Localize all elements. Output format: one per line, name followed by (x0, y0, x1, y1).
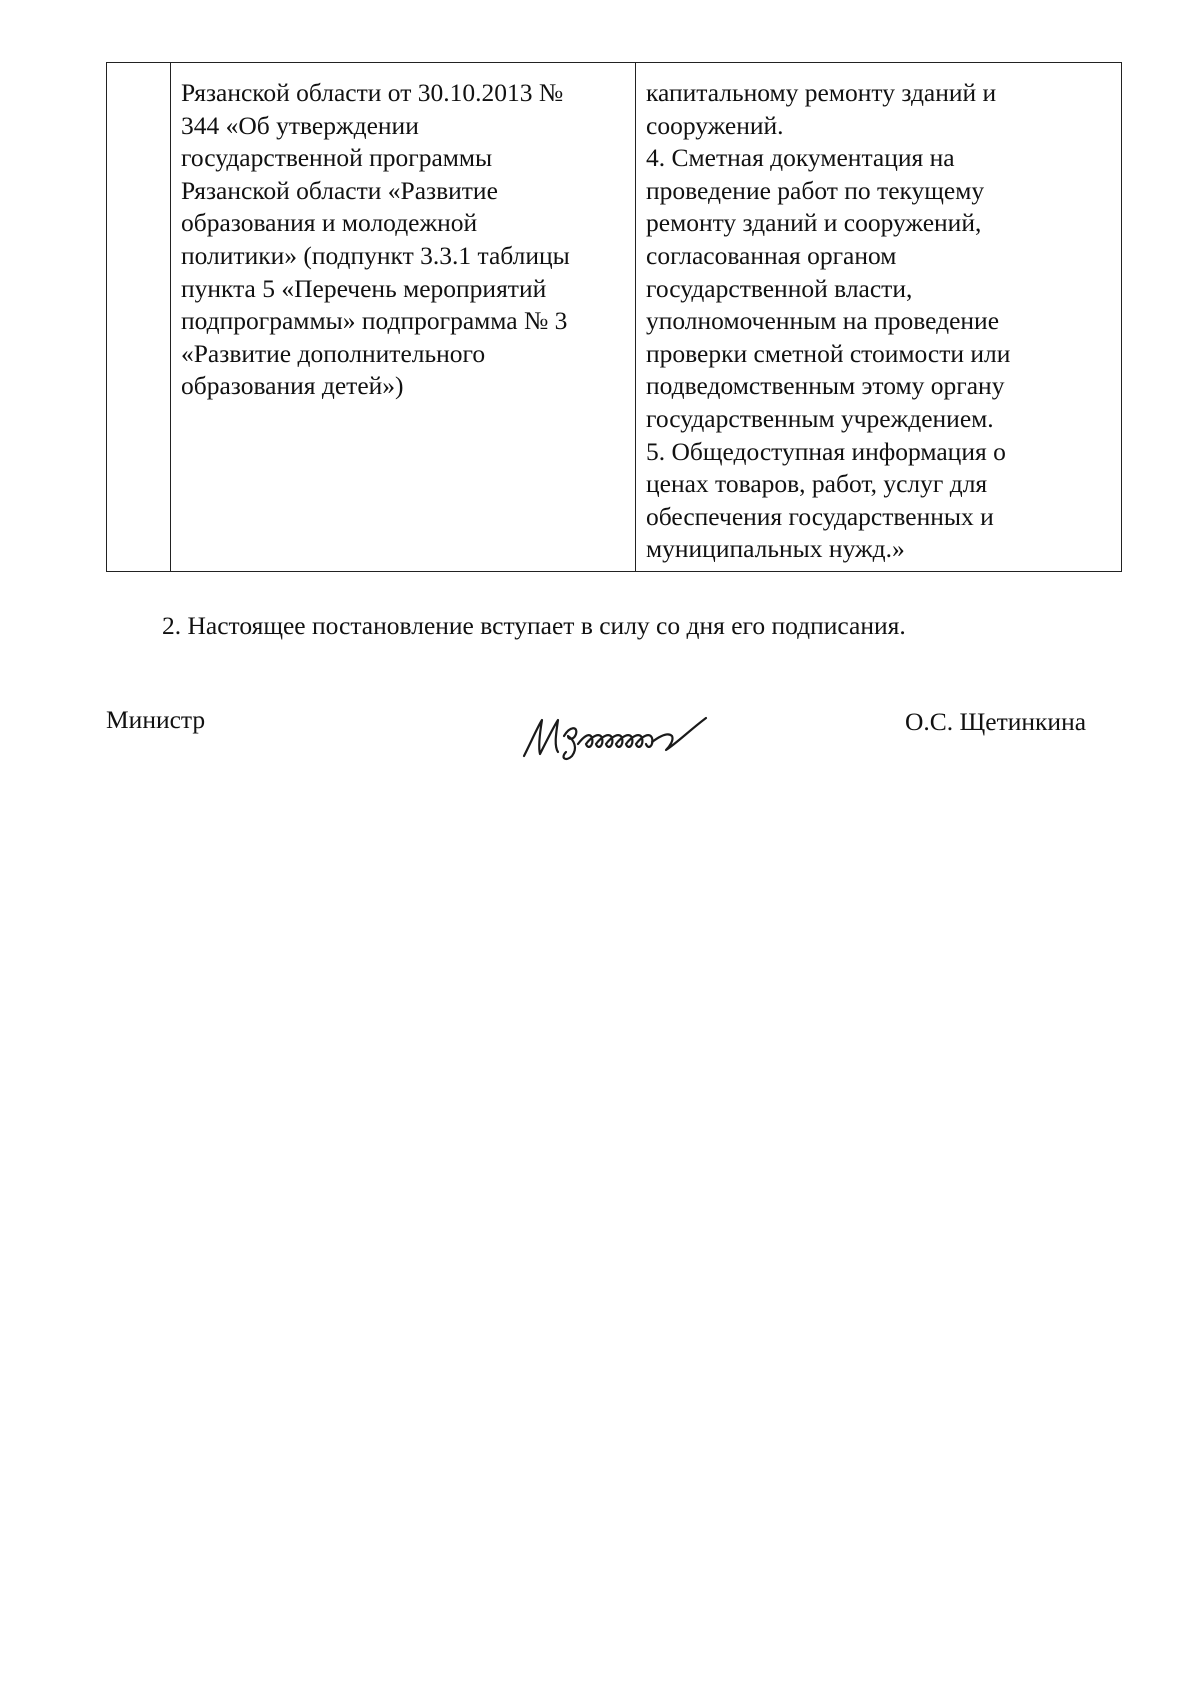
table-line: 344 «Об утверждении (181, 110, 419, 140)
table-line: «Развитие дополнительного (181, 338, 486, 368)
table-line: уполномоченным на проведение (646, 306, 1000, 336)
table-cell-legal-basis (171, 63, 636, 572)
table-line: муниципальных нужд.» (646, 534, 905, 564)
table-cell-number (107, 63, 171, 572)
table-line: ремонту зданий и сооружений, (646, 208, 982, 238)
table-line: подведомственным этому органу (646, 371, 1005, 401)
table-line: проведение работ по текущему (646, 175, 985, 205)
table-line: сооружений. (646, 110, 784, 140)
table-cell-documents (636, 63, 1122, 572)
table-line: проверки сметной стоимости или (646, 338, 1011, 368)
continuation-table (106, 62, 1122, 572)
table-line: образования детей») (181, 371, 404, 401)
signer-name: О.С. Щетинкина (905, 707, 1087, 736)
table-line: капитальному ремонту зданий и (646, 78, 997, 107)
signer-position: Министр (106, 705, 206, 734)
table-line: 5. Общедоступная информация о (646, 436, 1006, 466)
table-line: государственной программы (181, 143, 493, 173)
table-row (107, 63, 1122, 572)
table-line: Рязанской области «Развитие (181, 175, 498, 205)
table-line: пункта 5 «Перечень мероприятий (181, 273, 547, 303)
handwritten-signature-icon (518, 696, 758, 766)
table-line: государственным учреждением. (646, 403, 994, 433)
table-line: обеспечения государственных и (646, 501, 994, 531)
table-line: государственной власти, (646, 273, 913, 303)
paragraph-effective-date: 2. Настоящее постановление вступает в силу со дня его подписания. (162, 611, 906, 640)
table-line: политики» (подпункт 3.3.1 таблицы (181, 240, 570, 270)
table-line: 4. Сметная документация на (646, 143, 955, 173)
table-line: согласованная органом (646, 240, 897, 270)
table-line: Рязанской области от 30.10.2013 № (181, 78, 564, 107)
table-line: ценах товаров, работ, услуг для (646, 469, 988, 499)
table-line: подпрограммы» подпрограмма № 3 (181, 306, 568, 336)
table-line: образования и молодежной (181, 208, 478, 238)
